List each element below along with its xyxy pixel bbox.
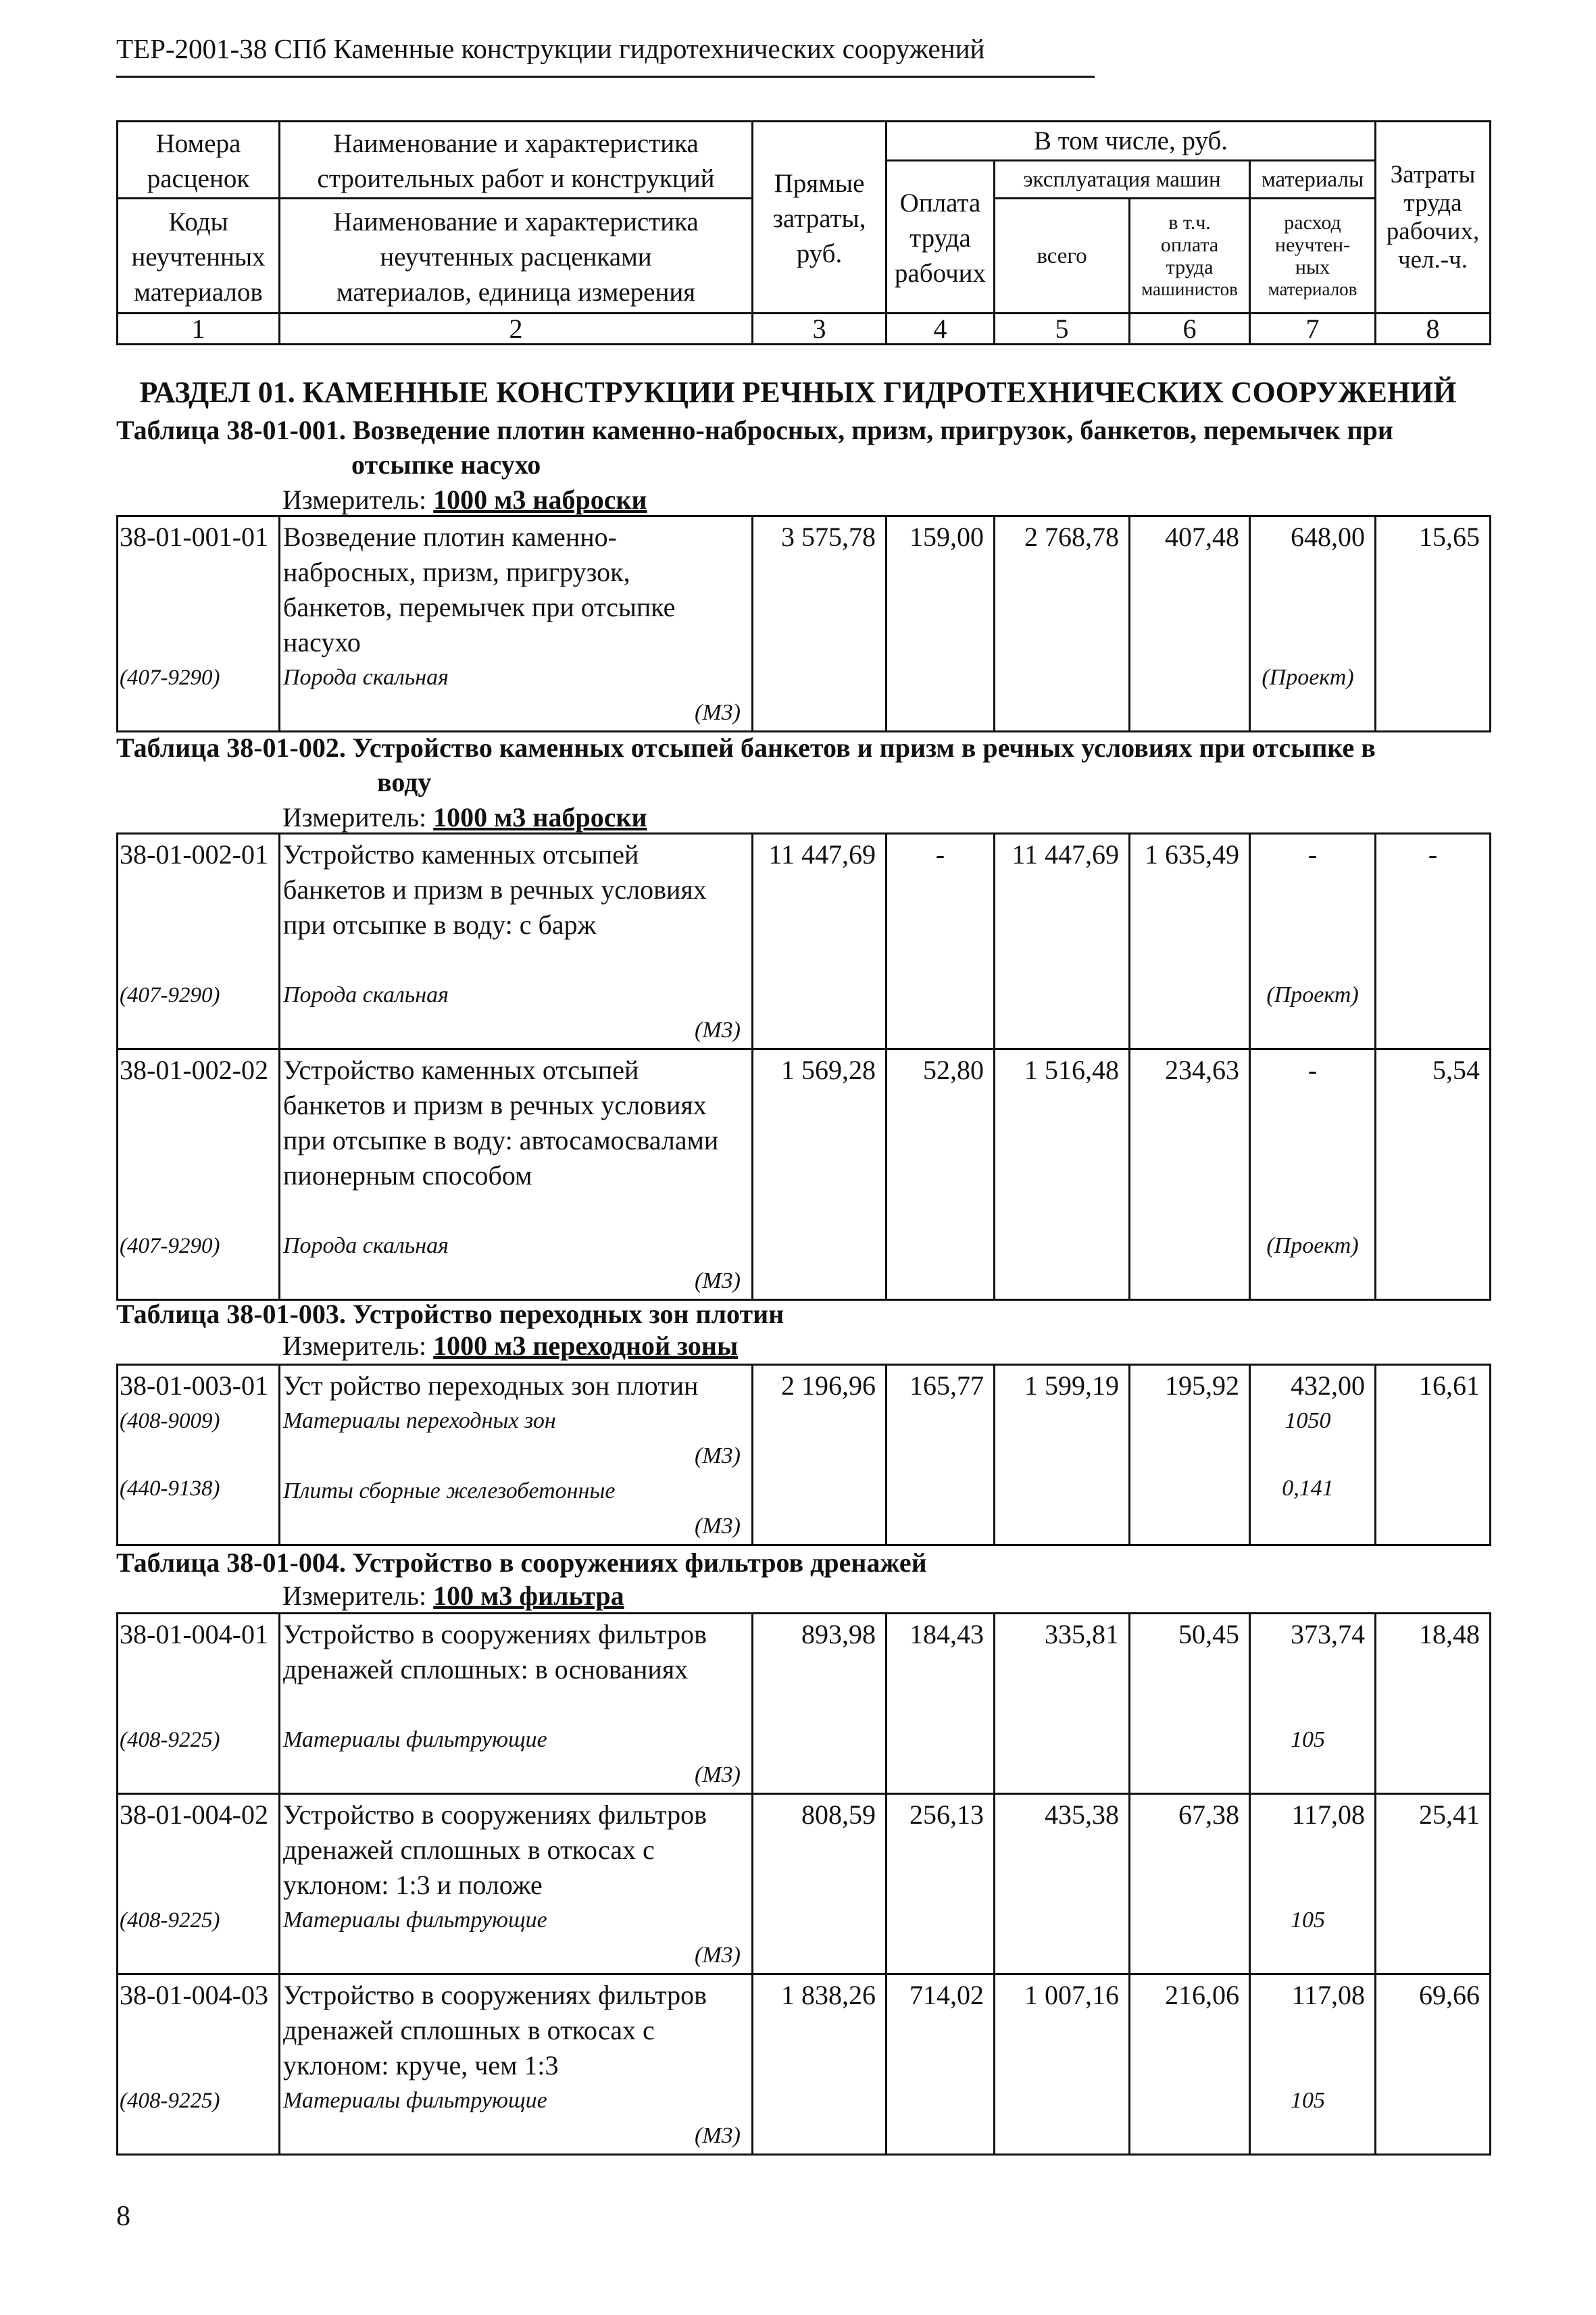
rate-description: Возведение плотин каменно- набросных, призм, пригрузок, банкетов, перемычек при отсыпке насухо Порода скальная (М3) [280,516,753,732]
running-head: ТЕР-2001-38 СПб Каменные конструкции гидротехнических сооружений [116,33,985,64]
table-title-cont: отсыпке насухо [351,449,541,480]
table-meter: Измеритель: 100 м3 фильтра [282,1580,624,1611]
machine-cost: 1 007,16 [995,1974,1130,2155]
table-meter: Измеритель: 1000 м3 наброски [282,802,647,832]
labor-pay: 184,43 [887,1614,995,1794]
header-work-name: Наименование и характеристика строительных работ и конструкций [280,122,753,199]
col-number: 4 [887,314,995,345]
rate-code: 38-01-003-01 (408-9009) (440-9138) [118,1365,280,1545]
header-unaccounted-names: Наименование и характеристика неучтенных расценками материалов, единица измерения [280,199,753,314]
rate-code: 38-01-001-01 (407-9290) [118,516,280,732]
material-cost: 648,00 (Проект) [1250,516,1376,732]
machinist-pay: 195,92 [1130,1365,1250,1545]
machinist-pay: 1 635,49 [1130,834,1250,1049]
machine-cost: 11 447,69 [995,834,1130,1049]
header-machines-total: всего [995,199,1130,314]
header-rate-number: Номера расценок [118,122,280,199]
table-row [118,834,1491,1049]
table-row [118,1614,1491,1794]
machinist-pay: 67,38 [1130,1794,1250,1974]
material-cost: 432,00 1050 0,141 [1250,1365,1376,1545]
col-number: 2 [280,314,753,345]
labor-hours: - [1376,834,1491,1049]
header-machines: эксплуатация машин [995,161,1250,199]
labor-pay: 52,80 [887,1049,995,1300]
table-row [118,516,1491,732]
labor-pay: 714,02 [887,1974,995,2155]
section-title: РАЗДЕЛ 01. КАМЕННЫЕ КОНСТРУКЦИИ РЕЧНЫХ ГИДРОТЕХНИЧЕСКИХ СООРУЖЕНИЙ [139,376,1457,409]
machinist-pay: 234,63 [1130,1049,1250,1300]
machine-cost: 335,81 [995,1614,1130,1794]
header-direct-costs: Прямые затраты, руб. [753,122,887,314]
rate-description: Устройство каменных отсыпей банкетов и призм в речных условиях при отсыпке в воду: с барж Порода скальная (М3) [280,834,753,1049]
direct-cost: 1 569,28 [753,1049,887,1300]
labor-hours: 16,61 [1376,1365,1491,1545]
rates-table [116,1364,1491,1546]
machinist-pay: 407,48 [1130,516,1250,732]
machine-cost: 1 516,48 [995,1049,1130,1300]
machine-cost: 1 599,19 [995,1365,1130,1545]
col-number: 7 [1250,314,1376,345]
table-title: Таблица 38-01-001. Возведение плотин каменно-набросных, призм, пригрузок, банкетов, перемычек при [116,415,1393,445]
header-material-consumption: расход неучтен- ных материалов [1250,199,1376,314]
rate-description: Устройство в сооружениях фильтров дренажей сплошных в откосах с уклоном: круче, чем 1:3 Материалы фильтрующие (М3) [280,1974,753,2155]
rate-code: 38-01-002-02 (407-9290) [118,1049,280,1300]
direct-cost: 3 575,78 [753,516,887,732]
table-meter: Измеритель: 1000 м3 переходной зоны [282,1330,739,1361]
page-number: 8 [116,2201,130,2232]
table-row [118,1365,1491,1545]
column-header-table [116,120,1491,345]
material-cost: 373,74 105 [1250,1614,1376,1794]
rate-description: Уст ройство переходных зон плотин Материалы переходных зон (М3) Плиты сборные железобетонные (М3) [280,1365,753,1545]
labor-pay: 159,00 [887,516,995,732]
labor-pay: 165,77 [887,1365,995,1545]
labor-pay: - [887,834,995,1049]
table-row [118,1974,1491,2155]
rates-table [116,832,1491,1301]
rate-code: 38-01-002-01 (407-9290) [118,834,280,1049]
table-title-cont: воду [377,767,432,797]
rate-code: 38-01-004-02 (408-9225) [118,1794,280,1974]
labor-hours: 5,54 [1376,1049,1491,1300]
rates-table [116,1612,1491,2156]
direct-cost: 11 447,69 [753,834,887,1049]
header-unaccounted-codes: Коды неучтенных материалов [118,199,280,314]
col-number: 6 [1130,314,1250,345]
table-meter: Измеритель: 1000 м3 наброски [282,484,647,515]
col-number: 5 [995,314,1130,345]
material-cost: 117,08 105 [1250,1794,1376,1974]
material-cost: - (Проект) [1250,834,1376,1049]
col-number: 3 [753,314,887,345]
header-machinist-pay: в т.ч. оплата труда машинистов [1130,199,1250,314]
col-number: 8 [1376,314,1491,345]
machine-cost: 435,38 [995,1794,1130,1974]
table-row [118,1794,1491,1974]
direct-cost: 893,98 [753,1614,887,1794]
machinist-pay: 216,06 [1130,1974,1250,2155]
machine-cost: 2 768,78 [995,516,1130,732]
header-labor-pay: Оплата труда рабочих [887,161,995,314]
labor-hours: 69,66 [1376,1974,1491,2155]
header-materials: материалы [1250,161,1376,199]
table-row [118,1049,1491,1300]
rate-description: Устройство в сооружениях фильтров дренажей сплошных в откосах с уклоном: 1:3 и положе Материалы фильтрующие (М3) [280,1794,753,1974]
labor-hours: 18,48 [1376,1614,1491,1794]
rate-code: 38-01-004-03 (408-9225) [118,1974,280,2155]
col-number: 1 [118,314,280,345]
direct-cost: 2 196,96 [753,1365,887,1545]
rate-description: Устройство каменных отсыпей банкетов и призм в речных условиях при отсыпке в воду: автосамосвалами пионерным способом Порода скальная (М3) [280,1049,753,1300]
rate-description: Устройство в сооружениях фильтров дренажей сплошных: в основаниях Материалы фильтрующие (М3) [280,1614,753,1794]
material-cost: 117,08 105 [1250,1974,1376,2155]
header-including: В том числе, руб. [887,122,1376,161]
header-rule [116,76,1095,78]
material-cost: - (Проект) [1250,1049,1376,1300]
rates-table [116,515,1491,732]
direct-cost: 808,59 [753,1794,887,1974]
table-title: Таблица 38-01-004. Устройство в сооружениях фильтров дренажей [116,1547,927,1578]
header-labor-hours: Затраты труда рабочих, чел.-ч. [1376,122,1491,314]
table-title: Таблица 38-01-003. Устройство переходных зон плотин [116,1299,784,1329]
direct-cost: 1 838,26 [753,1974,887,2155]
labor-hours: 25,41 [1376,1794,1491,1974]
labor-hours: 15,65 [1376,516,1491,732]
machinist-pay: 50,45 [1130,1614,1250,1794]
labor-pay: 256,13 [887,1794,995,1974]
table-title: Таблица 38-01-002. Устройство каменных отсыпей банкетов и призм в речных условиях при отсыпке в [116,732,1376,763]
rate-code: 38-01-004-01 (408-9225) [118,1614,280,1794]
